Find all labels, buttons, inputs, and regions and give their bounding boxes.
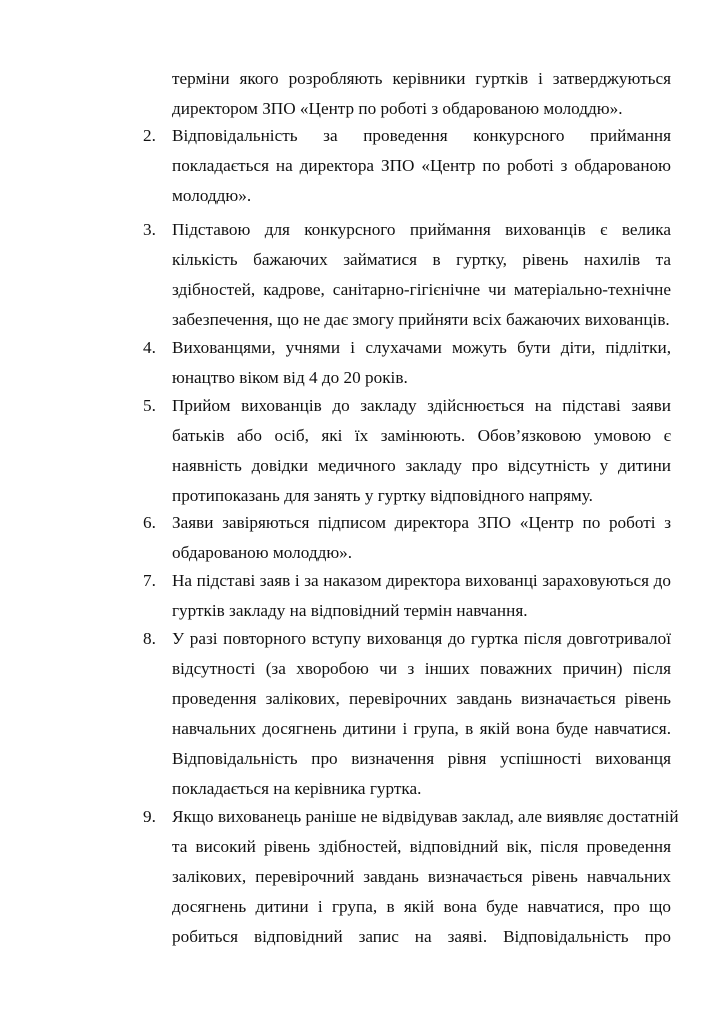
list-item-line: Заяви завіряються підписом директора ЗПО «Центр по роботі з bbox=[172, 513, 671, 532]
list-item-line: здібностей, кадрове, санітарно-гігієнічне чи матеріально-технічне bbox=[172, 280, 671, 299]
list-item-line: гуртків закладу на відповідний термін навчання. bbox=[172, 601, 528, 620]
list-item-line: кількість бажаючих займатися в гуртку, рівень нахилів та bbox=[172, 250, 671, 269]
list-item-line: юнацтво віком від 4 до 20 років. bbox=[172, 368, 408, 387]
list-item-line: Якщо вихованець раніше не відвідував заклад, але виявляє достатній bbox=[172, 807, 679, 826]
list-item-line: та високий рівень здібностей, відповідний вік, після проведення bbox=[172, 837, 671, 856]
list-item-line: Підставою для конкурсного приймання вихованців є велика bbox=[172, 220, 671, 239]
list-item-line: покладається на директора ЗПО «Центр по роботі з обдарованою bbox=[172, 156, 671, 175]
list-item-line: Прийом вихованців до закладу здійснюється на підставі заяви bbox=[172, 396, 671, 415]
list-item-number: 8. bbox=[143, 629, 156, 648]
list-item-line: проведення залікових, перевірочних завдань визначається рівень bbox=[172, 689, 671, 708]
list-item-number: 2. bbox=[143, 126, 156, 145]
list-item-line: робиться відповідний запис на заяві. Відповідальність про bbox=[172, 927, 671, 946]
list-item-line: залікових, перевірочний завдань визначається рівень навчальних bbox=[172, 867, 671, 886]
list-item-line: молоддю». bbox=[172, 186, 252, 205]
list-item-line: відсутності (за хворобою чи з інших поважних причин) після bbox=[172, 659, 671, 678]
list-item-line: навчальних досягнень дитини і група, в якій вона буде навчатися. bbox=[172, 719, 671, 738]
list-item-number: 5. bbox=[143, 396, 156, 415]
list-item-line: На підставі заяв і за наказом директора вихованці зараховуються до bbox=[172, 571, 671, 590]
list-item-line: протипоказань для занять у гуртку відповідного напряму. bbox=[172, 486, 593, 505]
list-item-number: 6. bbox=[143, 513, 156, 532]
paragraph-continuation-line: директором ЗПО «Центр по роботі з обдарованою молоддю». bbox=[172, 99, 623, 118]
list-item-line: забезпечення, що не дає змогу прийняти всіх бажаючих вихованців. bbox=[172, 310, 670, 329]
list-item-line: наявність довідки медичного закладу про відсутність у дитини bbox=[172, 456, 671, 475]
list-item-number: 4. bbox=[143, 338, 156, 357]
list-item-line: Відповідальність про визначення рівня успішності вихованця bbox=[172, 749, 671, 768]
list-item-number: 3. bbox=[143, 220, 156, 239]
list-item-line: Відповідальність за проведення конкурсного приймання bbox=[172, 126, 671, 145]
list-item-line: покладається на керівника гуртка. bbox=[172, 779, 422, 798]
list-item-line: батьків або осіб, які їх замінюють. Обов’язковою умовою є bbox=[172, 426, 671, 445]
list-item-number: 9. bbox=[143, 807, 156, 826]
list-item-line: обдарованою молоддю». bbox=[172, 543, 353, 562]
paragraph-continuation-line: терміни якого розробляють керівники гуртків і затверджуються bbox=[172, 69, 671, 88]
list-item-line: досягнень дитини і група, в якій вона буде навчатися, про що bbox=[172, 897, 671, 916]
list-item-line: У разі повторного вступу вихованця до гуртка після довготривалої bbox=[172, 629, 671, 648]
list-item-number: 7. bbox=[143, 571, 156, 590]
list-item-line: Вихованцями, учнями і слухачами можуть бути діти, підлітки, bbox=[172, 338, 671, 357]
